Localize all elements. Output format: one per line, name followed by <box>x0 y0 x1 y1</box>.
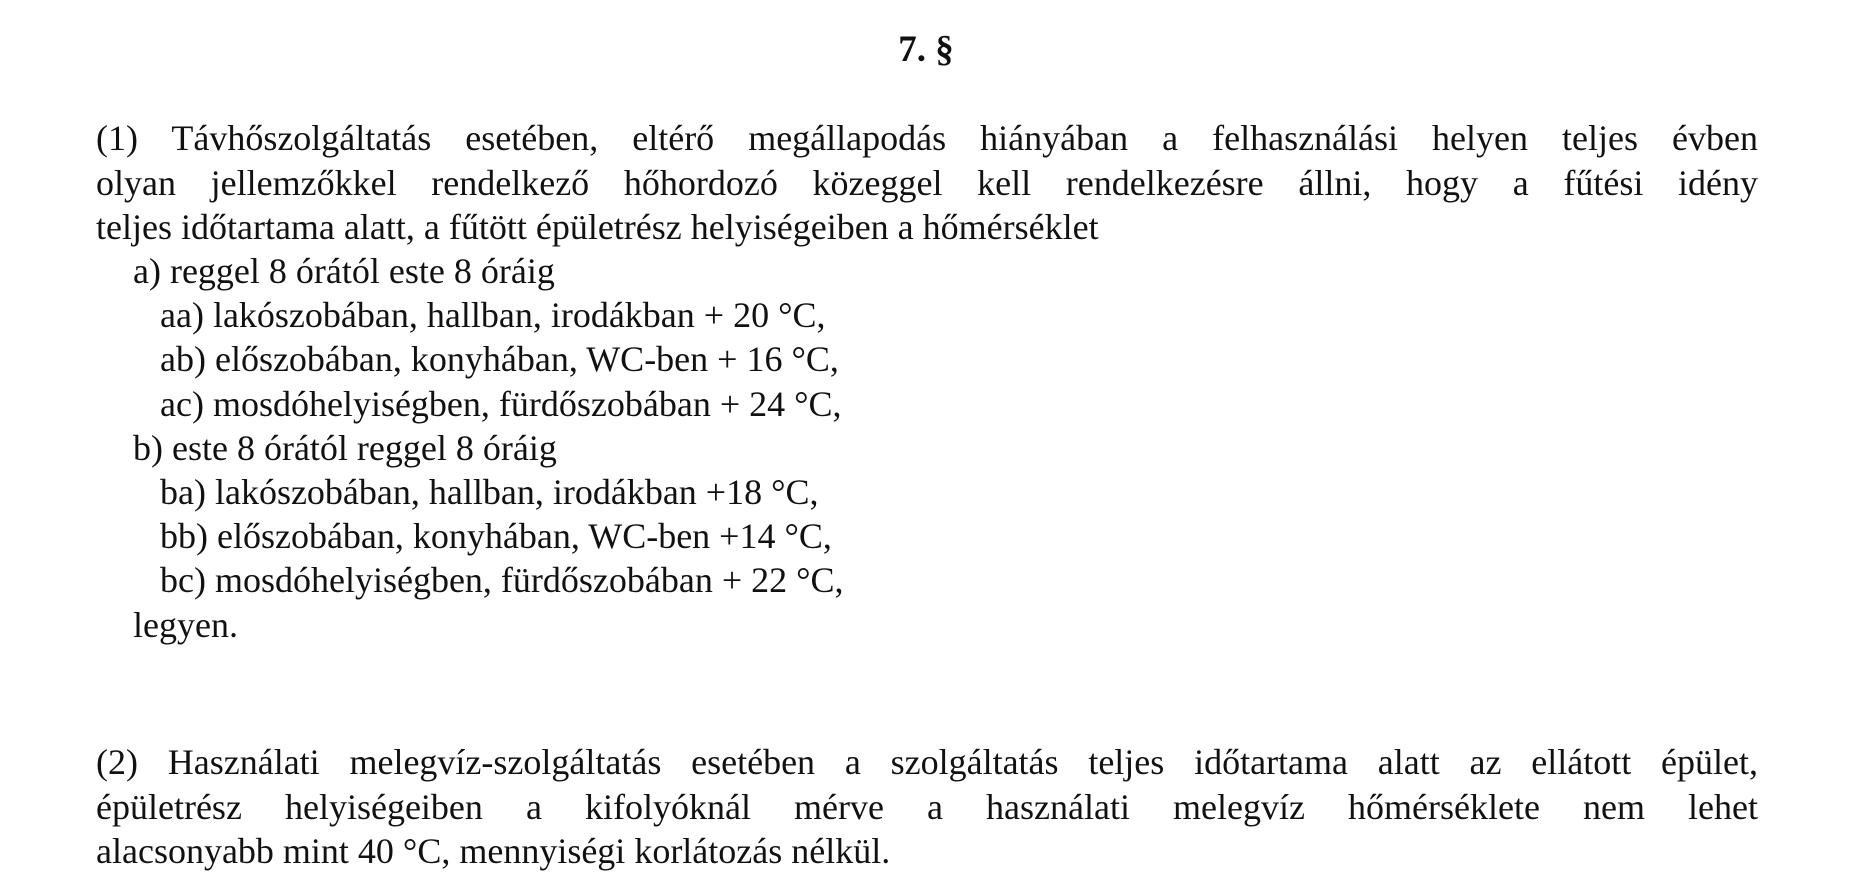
list-item-bc: bc) mosdóhelyiségben, fürdőszobában + 22 °C, <box>160 560 844 601</box>
list-item-b: b) este 8 órától reggel 8 óráig <box>133 427 557 468</box>
paragraph-2-line-1: (2) Használati melegvíz-szolgáltatás esetében a szolgáltatás teljes időtartama alatt az ellátott épület, <box>96 742 1758 782</box>
section-heading: 7. § <box>898 29 954 70</box>
paragraph-2 <box>96 740 1758 874</box>
paragraph-2-line-2: épületrész helyiségeiben a kifolyóknál mérve a használati melegvíz hőmérséklete nem lehet <box>96 786 1758 827</box>
temperature-list <box>96 249 844 647</box>
list-item-a: a) reggel 8 órától este 8 óráig <box>133 251 555 291</box>
paragraph-1-line-2: olyan jellemzőkkel rendelkező hőhordozó közeggel kell rendelkezésre állni, hogy a fűtési idény <box>96 162 1758 203</box>
list-item-aa: aa) lakószobában, hallban, irodákban + 20 °C, <box>160 295 826 336</box>
paragraph-1-line-1: (1) Távhőszolgáltatás esetében, eltérő megállapodás hiányában a felhasználási helyen teljes évben <box>96 118 1758 158</box>
paragraph-1 <box>96 116 1758 250</box>
list-item-ba: ba) lakószobában, hallban, irodákban +18 °C, <box>160 472 819 513</box>
paragraph-1-line-3: teljes időtartama alatt, a fűtött épületrész helyiségeiben a hőmérséklet <box>96 207 1099 247</box>
list-item-ac: ac) mosdóhelyiségben, fürdőszobában + 24 °C, <box>160 383 842 424</box>
list-item-ab: ab) előszobában, konyhában, WC-ben + 16 °C, <box>160 339 839 380</box>
list-closing: legyen. <box>133 604 238 645</box>
list-item-bb: bb) előszobában, konyhában, WC-ben +14 °C, <box>160 516 832 557</box>
paragraph-2-line-3: alacsonyabb mint 40 °C, mennyiségi korlátozás nélkül. <box>96 831 891 871</box>
